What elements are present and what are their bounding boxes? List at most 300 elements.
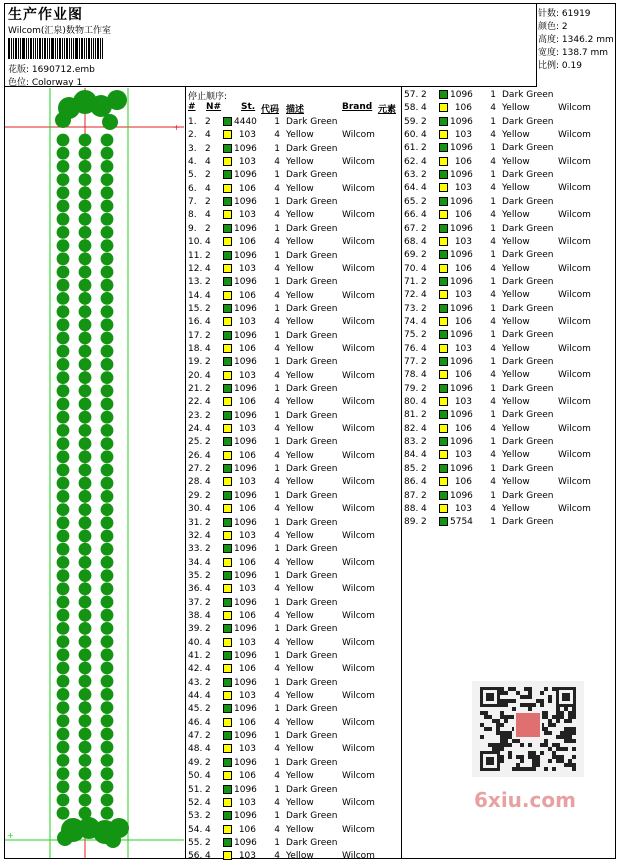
row-brand: Wilcom bbox=[342, 157, 375, 168]
row-stitches: 1096 bbox=[234, 303, 257, 314]
row-brand: Wilcom bbox=[558, 423, 591, 434]
table-row bbox=[404, 503, 614, 516]
row-stitches: 106 bbox=[454, 477, 472, 488]
row-code: 1 bbox=[274, 250, 280, 261]
row-stitches: 106 bbox=[238, 504, 256, 515]
row-needle: 2 bbox=[205, 170, 211, 181]
color-swatch bbox=[439, 450, 448, 459]
row-description: Dark Green bbox=[502, 490, 554, 501]
table-row bbox=[188, 129, 398, 142]
row-stitches: 106 bbox=[238, 397, 256, 408]
table-row bbox=[188, 743, 398, 756]
table-row bbox=[188, 570, 398, 583]
column-divider bbox=[401, 87, 402, 859]
row-stitches: 1096 bbox=[450, 490, 473, 501]
color-swatch bbox=[223, 197, 232, 206]
row-index: 89. bbox=[404, 517, 419, 528]
row-needle: 4 bbox=[205, 210, 211, 221]
row-stitches: 106 bbox=[238, 611, 256, 621]
row-code: 1 bbox=[274, 544, 280, 555]
table-row bbox=[404, 343, 614, 356]
row-description: Yellow bbox=[286, 824, 314, 835]
table-row bbox=[188, 850, 398, 863]
row-index: 20. bbox=[188, 370, 203, 381]
color-swatch bbox=[223, 397, 232, 406]
col-header-brand: Brand bbox=[342, 102, 373, 112]
color-swatch bbox=[223, 117, 232, 126]
row-stitches: 1096 bbox=[234, 811, 257, 822]
row-description: Yellow bbox=[286, 530, 314, 541]
row-description: Dark Green bbox=[502, 116, 554, 127]
color-swatch bbox=[439, 424, 448, 433]
color-swatch bbox=[439, 357, 448, 366]
table-row bbox=[188, 250, 398, 263]
table-row bbox=[404, 423, 614, 436]
design-name: 花版: 1690712.emb bbox=[8, 65, 95, 75]
row-description: Dark Green bbox=[286, 837, 338, 848]
color-swatch bbox=[223, 170, 232, 179]
table-row bbox=[188, 517, 398, 530]
table-row bbox=[404, 223, 614, 236]
row-index: 24. bbox=[188, 424, 203, 435]
row-description: Yellow bbox=[286, 290, 314, 301]
color-swatch bbox=[223, 811, 232, 820]
row-index: 87. bbox=[404, 490, 419, 501]
color-swatch bbox=[439, 183, 448, 192]
table-row bbox=[404, 263, 614, 276]
row-brand: Wilcom bbox=[342, 637, 375, 648]
row-index: 44. bbox=[188, 691, 203, 701]
row-stitches: 1096 bbox=[450, 90, 473, 100]
row-code: 1 bbox=[490, 357, 496, 367]
row-description: Dark Green bbox=[502, 517, 554, 528]
row-code: 4 bbox=[490, 130, 496, 141]
table-row bbox=[404, 169, 614, 182]
row-description: Yellow bbox=[286, 637, 314, 648]
table-row bbox=[188, 356, 398, 369]
color-swatch bbox=[223, 584, 232, 593]
row-needle: 2 bbox=[205, 570, 211, 581]
row-stitches: 1096 bbox=[234, 757, 257, 768]
info-width: 宽度: 138.7 mm bbox=[538, 48, 609, 58]
row-brand: Wilcom bbox=[558, 156, 591, 167]
row-needle: 2 bbox=[205, 677, 211, 688]
row-stitches: 1096 bbox=[234, 437, 257, 448]
color-swatch bbox=[223, 678, 232, 687]
stop-sequence-label: 停止顺序: bbox=[188, 92, 228, 102]
row-stitches: 103 bbox=[238, 797, 256, 808]
row-code: 4 bbox=[274, 317, 280, 328]
row-index: 72. bbox=[404, 290, 419, 301]
row-needle: 2 bbox=[205, 250, 211, 261]
row-description: Dark Green bbox=[502, 196, 554, 207]
row-needle: 4 bbox=[421, 263, 427, 274]
row-needle: 2 bbox=[421, 490, 427, 501]
color-swatch bbox=[439, 491, 448, 500]
row-index: 53. bbox=[188, 811, 203, 822]
row-index: 13. bbox=[188, 277, 203, 288]
table-row bbox=[188, 770, 398, 783]
row-index: 22. bbox=[188, 397, 203, 408]
color-swatch bbox=[439, 517, 448, 526]
color-swatch bbox=[439, 370, 448, 379]
row-needle: 2 bbox=[205, 303, 211, 314]
row-description: Yellow bbox=[286, 557, 314, 568]
row-needle: 2 bbox=[421, 90, 427, 100]
row-needle: 4 bbox=[421, 370, 427, 381]
row-stitches: 4440 bbox=[234, 117, 257, 127]
row-description: Yellow bbox=[502, 370, 530, 381]
row-index: 55. bbox=[188, 837, 203, 848]
row-code: 4 bbox=[274, 157, 280, 168]
row-stitches: 103 bbox=[454, 236, 472, 247]
color-swatch bbox=[439, 103, 448, 112]
row-description: Yellow bbox=[502, 130, 530, 141]
watermark-logo: 6xiu.com bbox=[474, 788, 576, 812]
table-row bbox=[188, 784, 398, 797]
row-needle: 2 bbox=[421, 383, 427, 394]
row-index: 1. bbox=[188, 117, 197, 127]
row-index: 12. bbox=[188, 263, 203, 274]
row-code: 1 bbox=[274, 757, 280, 768]
row-brand: Wilcom bbox=[342, 263, 375, 274]
info-divider bbox=[536, 3, 537, 87]
color-swatch bbox=[223, 384, 232, 393]
table-row bbox=[404, 156, 614, 169]
table-row bbox=[188, 436, 398, 449]
row-stitches: 103 bbox=[454, 130, 472, 141]
color-swatch bbox=[223, 237, 232, 246]
table-row bbox=[188, 330, 398, 343]
color-swatch bbox=[223, 704, 232, 713]
table-row bbox=[188, 717, 398, 730]
row-needle: 2 bbox=[205, 624, 211, 635]
color-swatch bbox=[439, 290, 448, 299]
color-swatch bbox=[223, 851, 232, 860]
row-description: Dark Green bbox=[286, 250, 338, 261]
row-stitches: 103 bbox=[238, 530, 256, 541]
table-row bbox=[404, 182, 614, 195]
table-row bbox=[404, 316, 614, 329]
row-needle: 4 bbox=[205, 130, 211, 141]
table-row bbox=[188, 530, 398, 543]
row-needle: 4 bbox=[205, 370, 211, 381]
row-code: 1 bbox=[274, 731, 280, 742]
col-header-n: N# bbox=[206, 102, 222, 112]
row-description: Dark Green bbox=[502, 250, 554, 261]
row-needle: 4 bbox=[205, 317, 211, 328]
row-stitches: 1096 bbox=[450, 276, 473, 287]
row-code: 1 bbox=[274, 437, 280, 448]
row-index: 46. bbox=[188, 717, 203, 728]
row-stitches: 106 bbox=[238, 343, 256, 354]
row-index: 11. bbox=[188, 250, 203, 261]
row-description: Dark Green bbox=[286, 223, 338, 234]
row-stitches: 103 bbox=[454, 343, 472, 354]
table-row bbox=[188, 703, 398, 716]
table-row bbox=[188, 690, 398, 703]
row-brand: Wilcom bbox=[342, 504, 375, 515]
row-needle: 2 bbox=[421, 250, 427, 261]
table-row bbox=[404, 89, 614, 102]
row-code: 4 bbox=[490, 343, 496, 354]
row-needle: 4 bbox=[421, 343, 427, 354]
color-swatch bbox=[223, 744, 232, 753]
row-needle: 2 bbox=[421, 357, 427, 367]
row-stitches: 1096 bbox=[450, 303, 473, 314]
row-code: 4 bbox=[274, 611, 280, 621]
row-code: 4 bbox=[490, 183, 496, 194]
row-stitches: 106 bbox=[238, 450, 256, 461]
page-title: 生产作业图 bbox=[8, 7, 83, 23]
color-swatch bbox=[439, 90, 448, 99]
table-row bbox=[188, 637, 398, 650]
info-colors: 颜色: 2 bbox=[538, 22, 568, 32]
row-stitches: 1096 bbox=[234, 570, 257, 581]
row-stitches: 5754 bbox=[450, 517, 473, 528]
row-index: 8. bbox=[188, 210, 197, 221]
row-index: 42. bbox=[188, 664, 203, 675]
row-code: 1 bbox=[274, 624, 280, 635]
row-stitches: 1096 bbox=[234, 464, 257, 475]
row-code: 4 bbox=[490, 290, 496, 301]
table-row bbox=[188, 116, 398, 129]
row-stitches: 1096 bbox=[234, 223, 257, 234]
table-row bbox=[188, 476, 398, 489]
row-description: Dark Green bbox=[502, 330, 554, 341]
row-index: 33. bbox=[188, 544, 203, 555]
row-brand: Wilcom bbox=[342, 611, 375, 621]
row-description: Dark Green bbox=[502, 170, 554, 181]
row-stitches: 1096 bbox=[234, 517, 257, 528]
row-needle: 4 bbox=[205, 824, 211, 835]
row-stitches: 1096 bbox=[234, 624, 257, 635]
row-needle: 4 bbox=[205, 157, 211, 168]
row-needle: 2 bbox=[205, 223, 211, 234]
row-stitches: 103 bbox=[238, 744, 256, 755]
table-row bbox=[188, 583, 398, 596]
table-row bbox=[404, 142, 614, 155]
row-stitches: 103 bbox=[454, 503, 472, 514]
table-row bbox=[404, 116, 614, 129]
row-needle: 2 bbox=[205, 464, 211, 475]
row-needle: 4 bbox=[421, 103, 427, 114]
row-code: 1 bbox=[274, 357, 280, 368]
row-index: 76. bbox=[404, 343, 419, 354]
row-code: 1 bbox=[274, 170, 280, 181]
color-swatch bbox=[223, 531, 232, 540]
row-description: Dark Green bbox=[286, 597, 338, 608]
row-stitches: 1096 bbox=[450, 330, 473, 341]
row-index: 38. bbox=[188, 611, 203, 621]
row-description: Yellow bbox=[286, 744, 314, 755]
row-description: Dark Green bbox=[286, 330, 338, 341]
row-code: 1 bbox=[490, 250, 496, 261]
row-code: 4 bbox=[274, 450, 280, 461]
row-description: Yellow bbox=[286, 797, 314, 808]
row-needle: 2 bbox=[421, 170, 427, 181]
row-brand: Wilcom bbox=[342, 691, 375, 701]
row-needle: 2 bbox=[205, 544, 211, 555]
table-row bbox=[188, 757, 398, 770]
table-row bbox=[188, 597, 398, 610]
row-index: 35. bbox=[188, 570, 203, 581]
row-brand: Wilcom bbox=[342, 744, 375, 755]
row-index: 2. bbox=[188, 130, 197, 141]
color-swatch bbox=[223, 624, 232, 633]
row-code: 1 bbox=[274, 384, 280, 394]
row-stitches: 1096 bbox=[234, 490, 257, 501]
row-needle: 4 bbox=[421, 397, 427, 408]
color-swatch bbox=[439, 504, 448, 513]
row-index: 52. bbox=[188, 797, 203, 808]
color-swatch bbox=[439, 264, 448, 273]
row-description: Yellow bbox=[286, 397, 314, 408]
row-index: 18. bbox=[188, 343, 203, 354]
row-brand: Wilcom bbox=[342, 290, 375, 301]
table-row bbox=[188, 797, 398, 810]
color-swatch bbox=[223, 264, 232, 273]
row-code: 1 bbox=[274, 597, 280, 608]
row-index: 81. bbox=[404, 410, 419, 421]
row-needle: 4 bbox=[205, 771, 211, 782]
row-stitches: 1096 bbox=[234, 544, 257, 555]
row-description: Dark Green bbox=[286, 624, 338, 635]
color-swatch bbox=[439, 384, 448, 393]
row-needle: 2 bbox=[205, 330, 211, 341]
row-stitches: 103 bbox=[454, 290, 472, 301]
row-index: 4. bbox=[188, 157, 197, 168]
row-code: 1 bbox=[274, 330, 280, 341]
row-index: 57. bbox=[404, 90, 419, 100]
row-index: 9. bbox=[188, 223, 197, 234]
row-needle: 2 bbox=[205, 731, 211, 742]
row-description: Yellow bbox=[286, 424, 314, 435]
row-stitches: 103 bbox=[238, 317, 256, 328]
table-row bbox=[188, 236, 398, 249]
row-index: 26. bbox=[188, 450, 203, 461]
color-swatch bbox=[223, 437, 232, 446]
color-swatch bbox=[223, 224, 232, 233]
row-description: Yellow bbox=[286, 504, 314, 515]
row-brand: Wilcom bbox=[342, 530, 375, 541]
table-row bbox=[404, 449, 614, 462]
row-description: Yellow bbox=[502, 423, 530, 434]
info-stitches: 针数: 61919 bbox=[538, 9, 591, 19]
color-swatch bbox=[223, 304, 232, 313]
color-swatch bbox=[223, 184, 232, 193]
row-code: 4 bbox=[274, 530, 280, 541]
row-description: Dark Green bbox=[286, 277, 338, 288]
row-needle: 4 bbox=[205, 530, 211, 541]
color-swatch bbox=[223, 611, 232, 620]
row-code: 4 bbox=[490, 236, 496, 247]
color-swatch bbox=[223, 771, 232, 780]
row-brand: Wilcom bbox=[342, 771, 375, 782]
row-index: 59. bbox=[404, 116, 419, 127]
table-row bbox=[404, 102, 614, 115]
table-row bbox=[404, 249, 614, 262]
row-index: 15. bbox=[188, 303, 203, 314]
row-code: 4 bbox=[274, 664, 280, 675]
row-description: Yellow bbox=[286, 771, 314, 782]
color-swatch bbox=[439, 397, 448, 406]
table-row bbox=[404, 329, 614, 342]
row-stitches: 1096 bbox=[234, 330, 257, 341]
row-code: 1 bbox=[274, 677, 280, 688]
row-brand: Wilcom bbox=[342, 343, 375, 354]
color-swatch bbox=[223, 371, 232, 380]
table-row bbox=[188, 303, 398, 316]
row-needle: 2 bbox=[205, 143, 211, 154]
row-stitches: 1096 bbox=[450, 116, 473, 127]
row-code: 4 bbox=[274, 210, 280, 221]
row-needle: 4 bbox=[205, 691, 211, 701]
row-description: Yellow bbox=[502, 236, 530, 247]
row-index: 47. bbox=[188, 731, 203, 742]
row-description: Dark Green bbox=[286, 143, 338, 154]
row-index: 85. bbox=[404, 463, 419, 474]
row-needle: 2 bbox=[205, 410, 211, 421]
row-index: 45. bbox=[188, 704, 203, 715]
row-description: Dark Green bbox=[502, 437, 554, 448]
row-brand: Wilcom bbox=[558, 183, 591, 194]
row-index: 30. bbox=[188, 504, 203, 515]
row-description: Dark Green bbox=[502, 463, 554, 474]
table-row bbox=[188, 410, 398, 423]
row-index: 58. bbox=[404, 103, 419, 114]
row-needle: 2 bbox=[421, 143, 427, 154]
color-swatch bbox=[223, 291, 232, 300]
row-index: 50. bbox=[188, 771, 203, 782]
row-code: 4 bbox=[274, 744, 280, 755]
row-index: 23. bbox=[188, 410, 203, 421]
color-swatch bbox=[223, 357, 232, 366]
table-row bbox=[188, 290, 398, 303]
row-description: Yellow bbox=[502, 477, 530, 488]
row-code: 4 bbox=[274, 637, 280, 648]
row-description: Dark Green bbox=[286, 303, 338, 314]
row-description: Yellow bbox=[502, 183, 530, 194]
color-swatch bbox=[223, 558, 232, 567]
color-swatch bbox=[223, 464, 232, 473]
row-needle: 4 bbox=[421, 290, 427, 301]
table-row bbox=[188, 156, 398, 169]
row-code: 1 bbox=[274, 410, 280, 421]
row-index: 88. bbox=[404, 503, 419, 514]
table-row bbox=[188, 223, 398, 236]
row-needle: 2 bbox=[421, 196, 427, 207]
row-description: Yellow bbox=[502, 450, 530, 461]
row-brand: Wilcom bbox=[342, 824, 375, 835]
table-row bbox=[188, 824, 398, 837]
table-row bbox=[188, 423, 398, 436]
row-stitches: 106 bbox=[454, 103, 472, 114]
row-stitches: 106 bbox=[238, 237, 256, 248]
row-index: 70. bbox=[404, 263, 419, 274]
row-index: 77. bbox=[404, 357, 419, 367]
color-swatch bbox=[223, 411, 232, 420]
row-description: Dark Green bbox=[502, 223, 554, 234]
row-stitches: 1096 bbox=[234, 277, 257, 288]
row-description: Dark Green bbox=[286, 570, 338, 581]
table-row bbox=[188, 543, 398, 556]
row-needle: 2 bbox=[205, 757, 211, 768]
row-code: 1 bbox=[274, 837, 280, 848]
row-needle: 4 bbox=[205, 263, 211, 274]
color-swatch bbox=[439, 143, 448, 152]
row-needle: 2 bbox=[421, 223, 427, 234]
